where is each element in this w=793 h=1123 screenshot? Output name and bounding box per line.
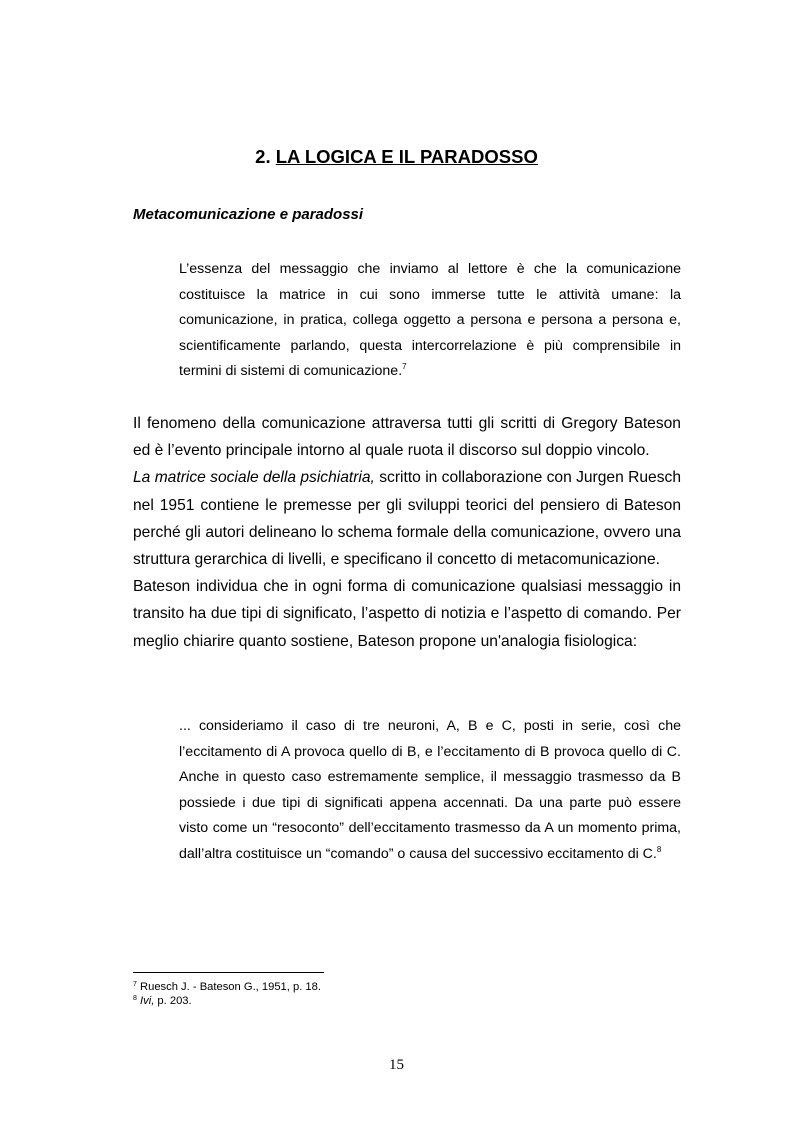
- footnote-ref-8: 8: [656, 844, 662, 854]
- body-text: [133, 410, 681, 655]
- footnotes: [133, 981, 321, 1008]
- quote-2-text: ... consideriamo il caso di tre neuroni, A, B e C, posti in serie, così che l’eccitamento di A provoca quello di B, e l’eccitamento di B provoca quello di C. Anche in questo caso estremamente semplice, il messaggio trasmesso da B possiede i due tipi di significati appena accennati. Da una parte può essere visto come un “resoconto” dell’eccitamento trasmesso da A un momento prima, dall’altra costituisce un “comando” o causa del successivo eccitamento di C.: [179, 718, 681, 862]
- quote-1-text: L’essenza del messaggio che inviamo al lettore è che la comunicazione costituisce la matrice in cui sono immerse tutte le attività umane: la comunicazione, in pratica, collega oggetto a persona e persona a persona e, scientificamente parlando, questa intercorrelazione è più comprensibile in termini di sistemi di comunicazione.: [179, 261, 681, 380]
- chapter-number: 2.: [255, 146, 271, 167]
- footnote-7: [133, 981, 321, 995]
- footnote-separator: [133, 972, 324, 973]
- footnote-8: [133, 995, 321, 1009]
- paragraph-3: Bateson individua che in ogni forma di comunicazione qualsiasi messaggio in transito ha due tipi di significato, l’aspetto di notizia e l’aspetto di comando. Per meglio chiarire quanto sostiene, Bateson propone un'analogia fisiologica:: [133, 578, 681, 650]
- footnote-text: p. 203.: [154, 994, 192, 1007]
- footnote-number: 7: [133, 981, 137, 988]
- section-heading: Metacomunicazione e paradossi: [133, 206, 364, 223]
- paragraph-1: Il fenomeno della comunicazione attraversa tutti gli scritti di Gregory Bateson ed è l’evento principale intorno al quale ruota il discorso sul doppio vincolo.: [133, 415, 681, 460]
- footnote-ref-7: 7: [402, 362, 407, 372]
- paragraph-2: [133, 464, 681, 573]
- page-number: 15: [389, 1057, 404, 1073]
- footnote-italic: Ivi,: [140, 994, 155, 1007]
- book-title: La matrice sociale della psichiatria,: [133, 469, 375, 487]
- footnote-text: Ruesch J. - Bateson G., 1951, p. 18.: [140, 981, 321, 993]
- footnote-number: 8: [133, 994, 137, 1002]
- block-quote-2: [179, 714, 681, 868]
- chapter-title: [0, 146, 793, 168]
- chapter-title-text: LA LOGICA E IL PARADOSSO: [275, 146, 538, 167]
- paragraph-2-text: scritto in collaborazione con Jurgen Ruesch nel 1951 contiene le premesse per gli sviluppi teorici del pensiero di Bateson perché gli autori delineano lo schema formale della comunicazione, ovvero una struttura gerarchica di livelli, e specificano il concetto di metacomunicazione.: [133, 469, 681, 569]
- block-quote-1: [179, 257, 681, 385]
